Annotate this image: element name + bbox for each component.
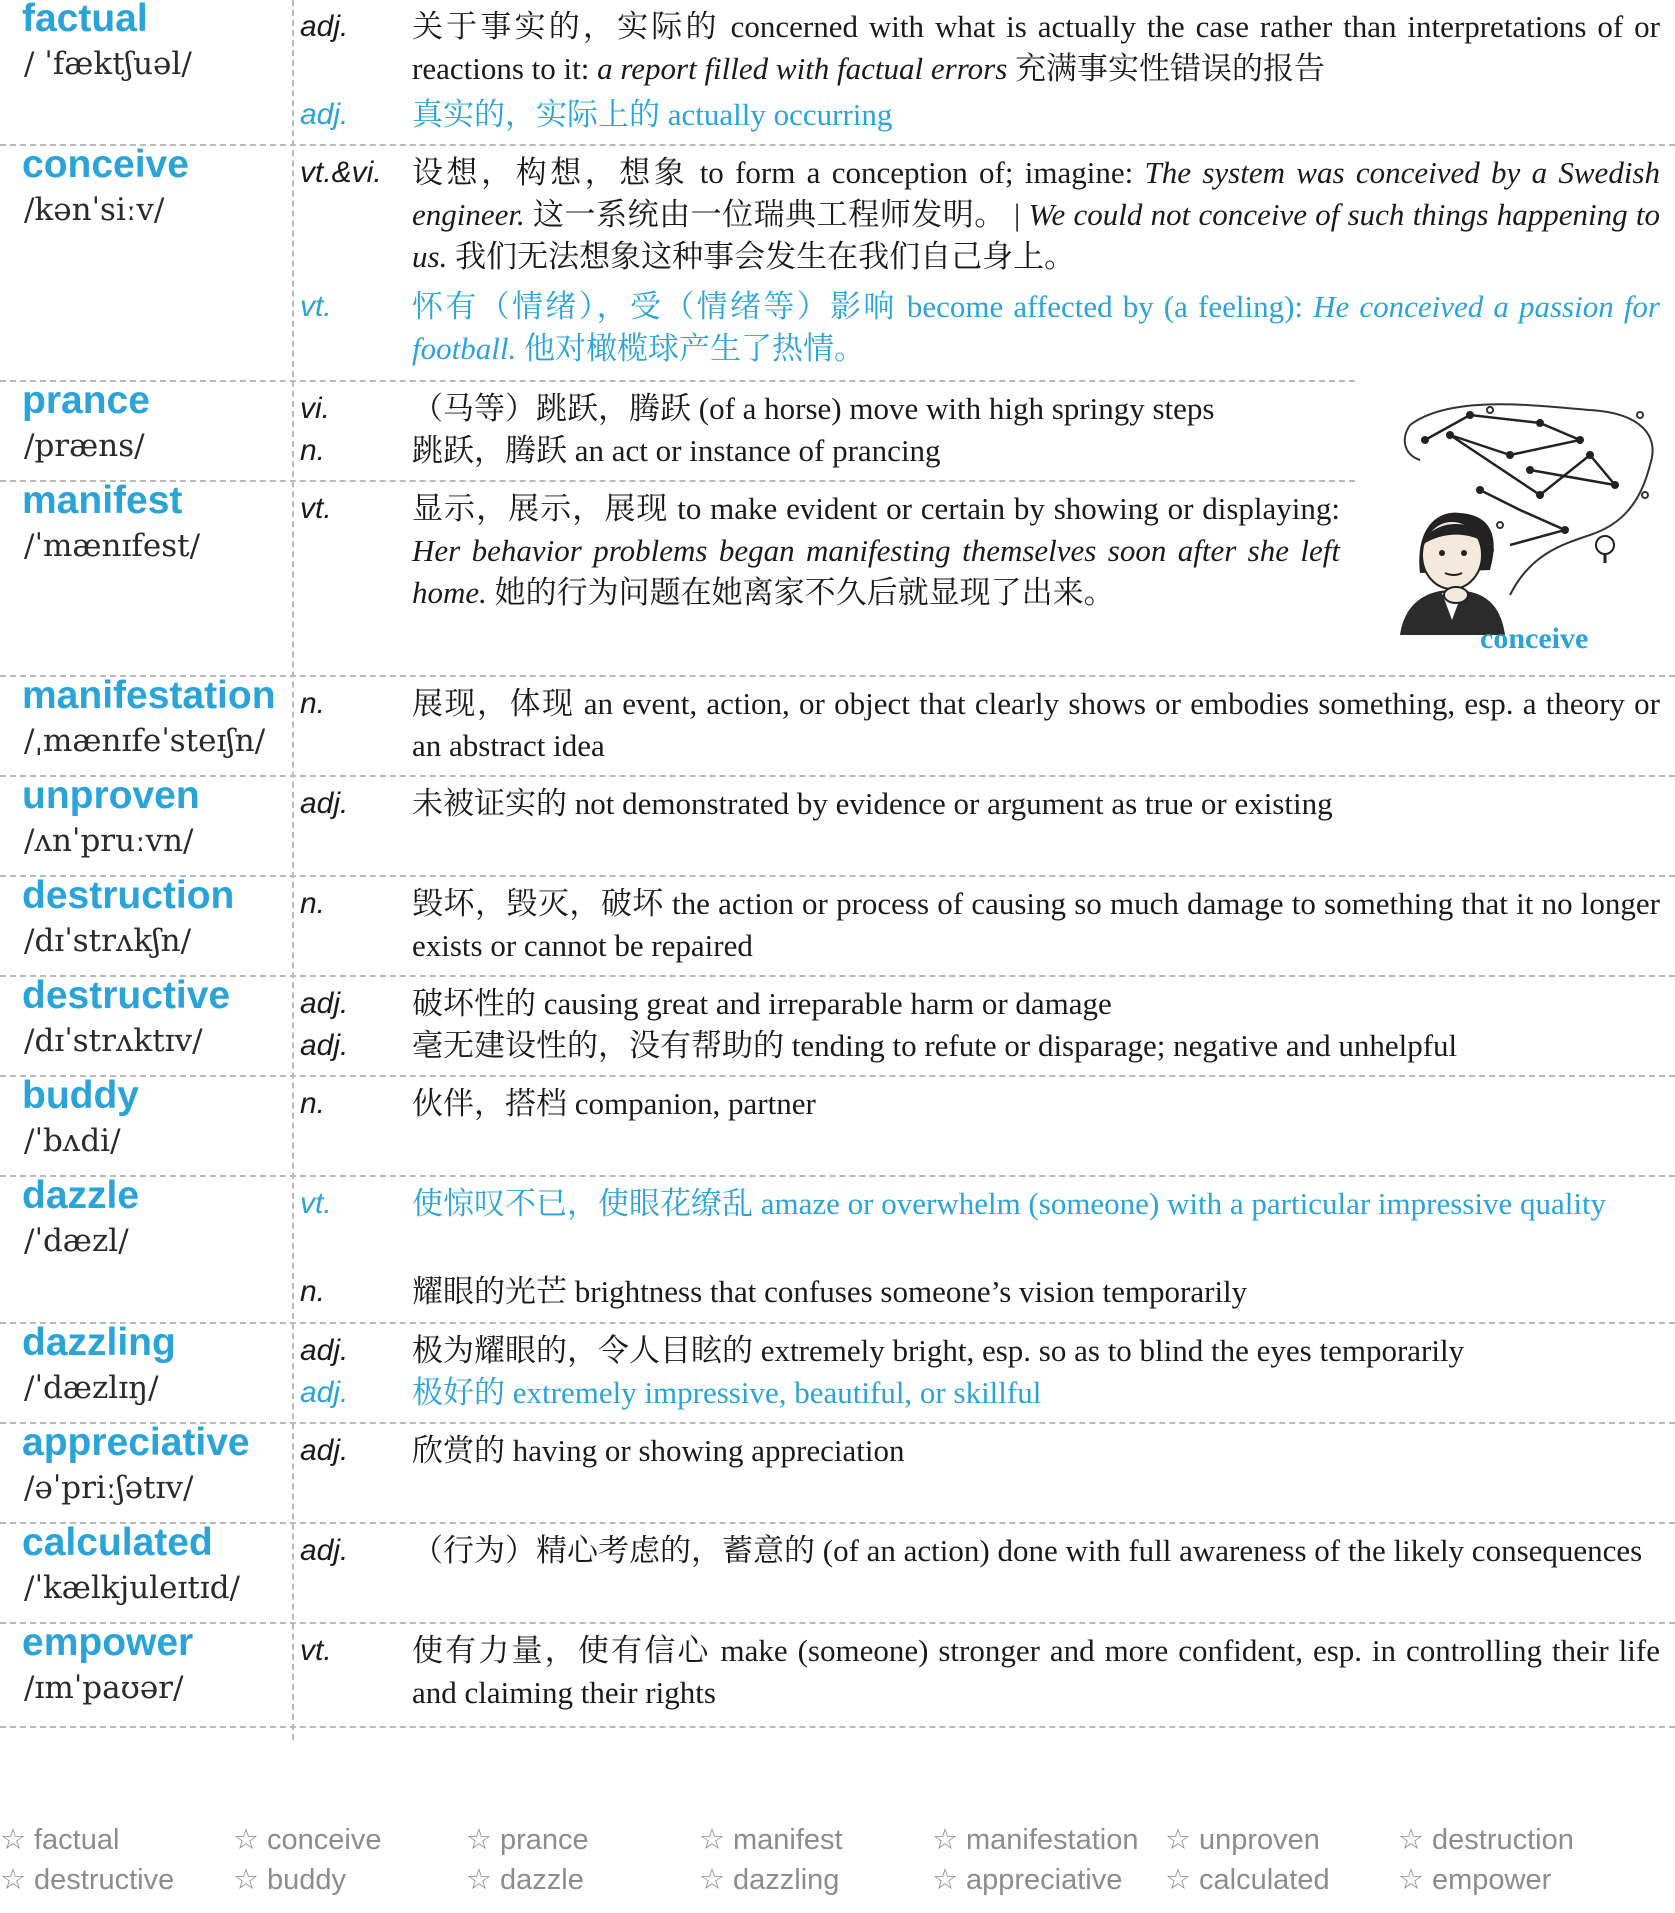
part-of-speech: vt.&vi. [300, 156, 382, 189]
phonetic: /ˈdæzl/ [24, 1223, 129, 1259]
headword: factual [22, 0, 148, 40]
star-icon: ☆ [1165, 1824, 1191, 1856]
definition: 使惊叹不已，使眼花缭乱 amaze or overwhelm (someone) with a particular impressive quality [412, 1186, 1607, 1221]
headword: manifest [22, 479, 183, 522]
headword: buddy [22, 1074, 139, 1117]
example: He conceived a passion for football. [412, 289, 1660, 366]
phonetic: /ˈmænɪfest/ [24, 528, 201, 564]
star-icon: ☆ [1165, 1864, 1191, 1896]
entry-conceive [0, 143, 1660, 382]
entry-appreciative [0, 1421, 1675, 1524]
phonetic: /ˈkælkjuleɪtɪd/ [24, 1570, 241, 1606]
entry-destruction [0, 874, 1675, 977]
part-of-speech: vt. [300, 290, 332, 323]
part-of-speech: adj. [300, 1434, 349, 1467]
part-of-speech: n. [300, 1087, 326, 1120]
headword: unproven [22, 774, 200, 817]
definition: （行为）精心考虑的，蓄意的 (of an action) done with full awareness of the likely consequences [412, 1533, 1643, 1568]
definition: 毫无建设性的，没有帮助的 tending to refute or disparage; negative and unhelpful [412, 1028, 1458, 1063]
entry-calculated [0, 1521, 1675, 1624]
part-of-speech: adj. [300, 10, 349, 43]
phonetic: /dɪˈstrʌktɪv/ [24, 1023, 203, 1059]
headword: destructive [22, 974, 231, 1017]
example-translation: 我们无法想象这种事会发生在我们自己身上。 [447, 239, 1076, 274]
word-list-item[interactable]: ☆ factual [0, 1824, 120, 1856]
part-of-speech: adj. [300, 987, 349, 1020]
entry-empower [0, 1621, 1675, 1728]
star-icon: ☆ [1398, 1864, 1424, 1896]
entry-prance [0, 379, 1355, 482]
definition: 怀有（情绪），受（情绪等）影响 become affected by (a feeling): He conceived a passion for football. 他对橄榄球产生了热情。 [412, 289, 1660, 366]
definition: 极好的 extremely impressive, beautiful, or skillful [412, 1375, 1042, 1410]
phonetic: /dɪˈstrʌkʃn/ [24, 923, 192, 959]
star-icon: ☆ [233, 1864, 259, 1896]
headword: destruction [22, 874, 235, 917]
phonetic: /ˈdæzlɪŋ/ [24, 1370, 159, 1406]
headword: calculated [22, 1521, 213, 1564]
definition: 显示，展示，展现 to make evident or certain by showing or displaying: Her behavior problems began manifesting themselves soon after she left home. 她的行为问题在她离家不久后就显现了出来。 [412, 491, 1340, 610]
phonetic: /præns/ [24, 428, 145, 464]
star-icon: ☆ [466, 1824, 492, 1856]
word-list-item[interactable]: ☆ appreciative [932, 1864, 1123, 1896]
entry-factual [0, 0, 1675, 146]
part-of-speech: vt. [300, 492, 332, 525]
entry-manifestation [0, 674, 1675, 777]
definition: 关于事实的，实际的 concerned with what is actually the case rather than interpretations of or reactions to it: a report filled with factual errors 充满事实性错误的报告 [412, 9, 1660, 86]
definition: 设想，构想，想象 to form a conception of; imagine: The system was conceived by a Swedish engineer. 这一系统由一位瑞典工程师发明。 | We could not conceive of such things happening to us. 我们无法想象这种事会发生在我们自己身上。 [412, 155, 1660, 274]
entry-destructive [0, 974, 1675, 1077]
example: a report filled with factual errors [597, 51, 1008, 86]
definition: 展现，体现 an event, action, or object that clearly shows or embodies something, esp. a theory or an abstract idea [412, 686, 1660, 763]
entry-unproven [0, 774, 1675, 877]
star-icon: ☆ [699, 1864, 725, 1896]
phonetic: /ɪmˈpaʊər/ [24, 1670, 184, 1706]
part-of-speech: adj. [300, 1334, 349, 1367]
part-of-speech: n. [300, 887, 326, 920]
phonetic: / ˈfæktʃuəl/ [24, 46, 192, 82]
headword: empower [22, 1621, 194, 1664]
part-of-speech: n. [300, 687, 326, 720]
word-list-item[interactable]: ☆ conceive [233, 1824, 382, 1856]
star-icon: ☆ [233, 1824, 259, 1856]
part-of-speech: vt. [300, 1634, 332, 1667]
part-of-speech: adj. [300, 1376, 349, 1409]
word-list-item[interactable]: ☆ destruction [1398, 1824, 1574, 1856]
definition: 极为耀眼的，令人目眩的 extremely bright, esp. so as to blind the eyes temporarily [412, 1333, 1465, 1368]
word-list-item[interactable]: ☆ dazzle [466, 1864, 584, 1896]
word-list-item[interactable]: ☆ prance [466, 1824, 589, 1856]
word-list-item[interactable]: ☆ calculated [1165, 1864, 1330, 1896]
definition: 跳跃，腾跃 an act or instance of prancing [412, 433, 941, 468]
word-list-item[interactable]: ☆ dazzling [699, 1864, 840, 1896]
phonetic: /kənˈsiːv/ [24, 192, 165, 228]
part-of-speech: adj. [300, 1029, 349, 1062]
headword: dazzling [22, 1321, 176, 1364]
part-of-speech: n. [300, 1275, 326, 1308]
part-of-speech: adj. [300, 98, 349, 131]
headword: prance [22, 379, 150, 422]
part-of-speech: vt. [300, 1187, 332, 1220]
entry-dazzling [0, 1321, 1675, 1424]
headword: manifestation [22, 674, 276, 717]
word-list-item[interactable]: ☆ unproven [1165, 1824, 1320, 1856]
star-icon: ☆ [1398, 1824, 1424, 1856]
example-translation: 充满事实性错误的报告 [1007, 51, 1326, 86]
word-list-item[interactable]: ☆ empower [1398, 1864, 1552, 1896]
example-translation: 这一系统由一位瑞典工程师发明。 | [524, 197, 1029, 232]
part-of-speech: adj. [300, 787, 349, 820]
example: We could not conceive of such things happening to us. [412, 197, 1660, 274]
word-list-item[interactable]: ☆ manifestation [932, 1824, 1139, 1856]
phonetic: /ˌmænɪfeˈsteɪʃn/ [24, 723, 266, 759]
star-icon: ☆ [932, 1824, 958, 1856]
word-list-item[interactable]: ☆ buddy [233, 1864, 347, 1896]
word-list [0, 1822, 1675, 1913]
part-of-speech: n. [300, 434, 326, 467]
definition: 伙伴，搭档 companion, partner [412, 1086, 816, 1121]
phonetic: /ˈbʌdi/ [24, 1123, 121, 1159]
definition: 毁坏，毁灭，破坏 the action or process of causing so much damage to something that it no longer exists or cannot be repaired [412, 886, 1660, 963]
headword: dazzle [22, 1174, 140, 1217]
definition: 使有力量，使有信心 make (someone) stronger and more confident, esp. in controlling their life and claiming their rights [412, 1633, 1660, 1710]
star-icon: ☆ [699, 1824, 725, 1856]
example: The system was conceived by a Swedish engineer. [412, 155, 1660, 232]
star-icon: ☆ [466, 1864, 492, 1896]
word-list-item[interactable]: ☆ destructive [0, 1864, 175, 1896]
star-icon: ☆ [932, 1864, 958, 1896]
example-translation: 他对橄榄球产生了热情。 [516, 331, 865, 366]
example: Her behavior problems began manifesting themselves soon after she left home. [412, 533, 1340, 610]
part-of-speech: adj. [300, 1534, 349, 1567]
headword: appreciative [22, 1421, 250, 1464]
illustration-caption: conceive [1480, 622, 1589, 655]
word-list-item[interactable]: ☆ manifest [699, 1824, 843, 1856]
phonetic: /əˈpriːʃətɪv/ [24, 1470, 194, 1506]
headword: conceive [22, 143, 189, 186]
star-icon: ☆ [0, 1864, 26, 1896]
entry-buddy [0, 1074, 1675, 1177]
definition: 耀眼的光芒 brightness that confuses someone’s vision temporarily [412, 1274, 1248, 1309]
part-of-speech: vi. [300, 392, 330, 425]
definition: 未被证实的 not demonstrated by evidence or argument as true or existing [412, 786, 1333, 821]
definition: （马等）跳跃，腾跃 (of a horse) move with high springy steps [412, 391, 1215, 426]
definition: 破坏性的 causing great and irreparable harm or damage [412, 986, 1112, 1021]
definition: 欣赏的 having or showing appreciation [412, 1433, 905, 1468]
star-icon: ☆ [0, 1824, 26, 1856]
definition: 真实的，实际上的 actually occurring [412, 97, 893, 132]
thinking-man-icon [1390, 395, 1670, 635]
example-translation: 她的行为问题在她离家不久后就显现了出来。 [486, 575, 1115, 610]
entry-dazzle [0, 1174, 1675, 1324]
phonetic: /ʌnˈpruːvn/ [24, 823, 194, 859]
